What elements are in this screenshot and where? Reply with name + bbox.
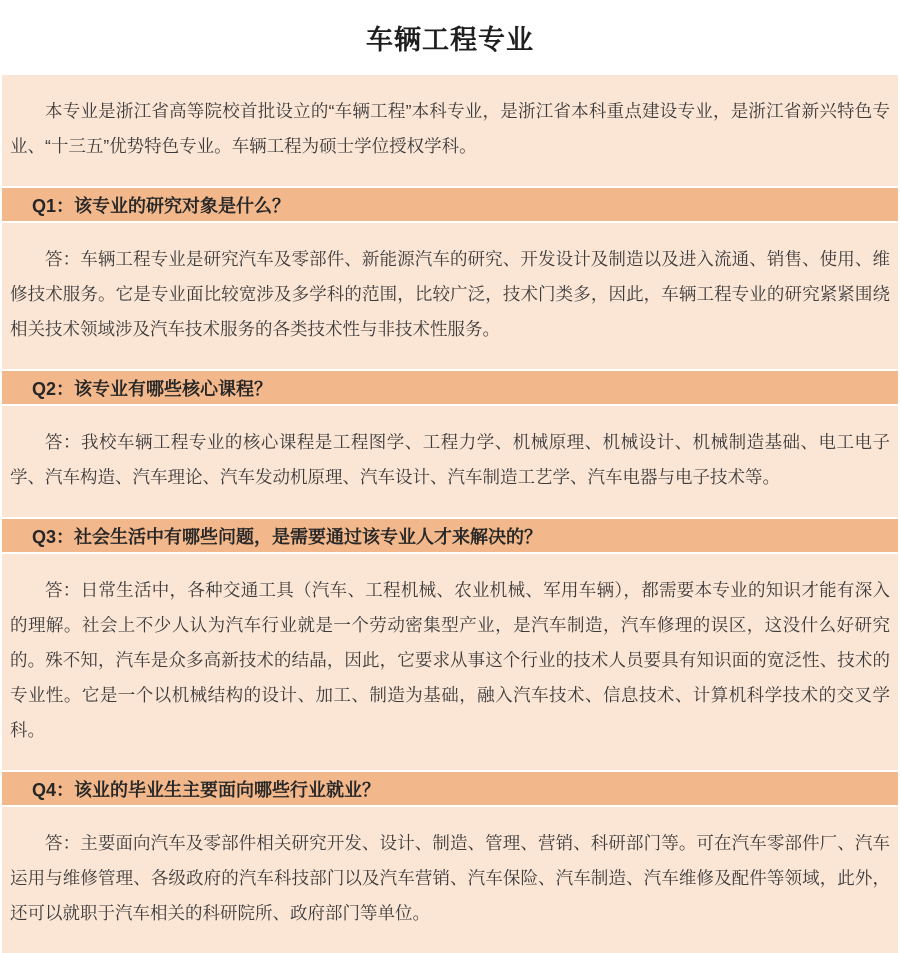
page-title: 车辆工程专业	[366, 25, 534, 55]
question-header-q2	[2, 371, 898, 404]
title-area	[2, 0, 898, 75]
answer-block-q1	[2, 223, 898, 369]
answer-paragraph-q4: 答：主要面向汽车及零部件相关研究开发、设计、制造、管理、营销、科研部门等。可在汽车零部件厂、汽车运用与维修管理、各级政府的汽车科技部门以及汽车营销、汽车保险、汽车制造、汽车维修及配件等领域，此外，还可以就职于汽车相关的科研院所、政府部门等单位。	[10, 832, 890, 923]
question-q4-label: Q4：该业的毕业生主要面向哪些行业就业？	[32, 779, 381, 800]
question-header-q3	[2, 519, 898, 552]
answer-paragraph-q1: 答：车辆工程专业是研究汽车及零部件、新能源汽车的研究、开发设计及制造以及进入流通、销售、使用、维修技术服务。它是专业面比较宽涉及多学科的范围，比较广泛，技术门类多，因此，车辆工程专业的研究紧紧围绕相关技术领域涉及汽车技术服务的各类技术性与非技术性服务。	[10, 248, 890, 339]
answer-block-q2	[2, 406, 898, 517]
question-q3-label: Q3：社会生活中有哪些问题，是需要通过该专业人才来解决的？	[32, 526, 543, 547]
answer-paragraph-q3: 答：日常生活中，各种交通工具（汽车、工程机械、农业机械、军用车辆），都需要本专业的知识才能有深入的理解。社会上不少人认为汽车行业就是一个劳动密集型产业，是汽车制造，汽车修理的误区，这没什么好研究的。殊不知，汽车是众多高新技术的结晶，因此，它要求从事这个行业的技术人员要具有知识面的宽泛性、技术的专业性。它是一个以机械结构的设计、加工、制造为基础，融入汽车技术、信息技术、计算机科学技术的交叉学科。	[10, 579, 890, 740]
question-q2-label: Q2：该专业有哪些核心课程？	[32, 378, 273, 399]
intro-paragraph: 本专业是浙江省高等院校首批设立的“车辆工程”本科专业，是浙江省本科重点建设专业，是浙江省新兴特色专业、“十三五”优势特色专业。车辆工程为硕士学位授权学科。	[10, 100, 890, 156]
answer-block-q4	[2, 807, 898, 953]
question-q1-label: Q1：该专业的研究对象是什么？	[32, 195, 291, 216]
question-header-q4	[2, 772, 898, 805]
question-header-q1	[2, 188, 898, 221]
intro-block	[2, 75, 898, 186]
answer-block-q3	[2, 554, 898, 770]
answer-paragraph-q2: 答：我校车辆工程专业的核心课程是工程图学、工程力学、机械原理、机械设计、机械制造基础、电工电子学、汽车构造、汽车理论、汽车发动机原理、汽车设计、汽车制造工艺学、汽车电器与电子技术等。	[10, 431, 890, 487]
